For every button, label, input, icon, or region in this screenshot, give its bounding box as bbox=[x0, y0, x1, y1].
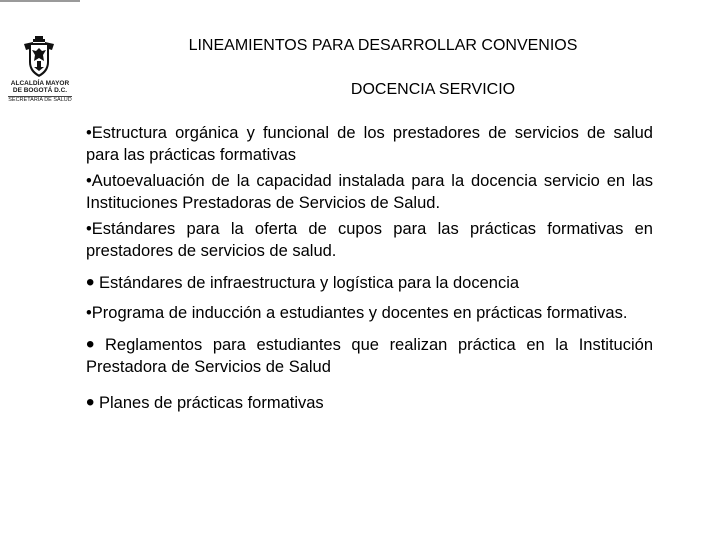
bullet-text: Estructura orgánica y funcional de los prestadores de servicios de salud para las prácticas formativas bbox=[86, 124, 653, 164]
bullet-text: Reglamentos para estudiantes que realizan práctica en la Institución Prestadora de Servicios de Salud bbox=[86, 336, 653, 376]
logo-text-line3: SECRETARÍA DE SALUD bbox=[8, 97, 72, 103]
bullet-marker: • bbox=[86, 389, 95, 416]
bullet-text: Planes de prácticas formativas bbox=[94, 394, 324, 412]
list-item bbox=[86, 122, 653, 166]
bullet-list bbox=[86, 122, 653, 416]
bullet-text: Programa de inducción a estudiantes y docentes en prácticas formativas. bbox=[91, 304, 628, 322]
page-title: LINEAMIENTOS PARA DESARROLLAR CONVENIOS bbox=[188, 37, 578, 54]
bullet-marker: • bbox=[86, 304, 92, 322]
list-item bbox=[86, 331, 653, 378]
bullet-text: Estándares para la oferta de cupos para las prácticas formativas en prestadores de servicios de salud. bbox=[86, 220, 653, 260]
top-divider bbox=[0, 0, 80, 2]
bullet-marker: • bbox=[86, 331, 95, 358]
list-item bbox=[86, 269, 653, 296]
bullet-marker: • bbox=[86, 172, 92, 190]
list-item bbox=[86, 170, 653, 214]
alcaldia-logo bbox=[8, 36, 72, 108]
list-item bbox=[86, 302, 653, 324]
bullet-marker: • bbox=[86, 220, 92, 238]
bullet-marker: • bbox=[86, 269, 95, 296]
page-subtitle: DOCENCIA SERVICIO bbox=[350, 81, 516, 98]
list-item bbox=[86, 389, 653, 416]
bullet-marker: • bbox=[86, 124, 92, 142]
logo-text-line1: ALCALDÍA MAYOR bbox=[10, 80, 70, 87]
bullet-text: Autoevaluación de la capacidad instalada para la docencia servicio en las Instituciones Prestadoras de Servicios de Salud. bbox=[86, 172, 653, 212]
list-item bbox=[86, 218, 653, 262]
logo-text-line2: DE BOGOTÁ D.C. bbox=[12, 87, 68, 94]
bogota-coat-of-arms-icon bbox=[22, 36, 56, 78]
bullet-text: Estándares de infraestructura y logística para la docencia bbox=[94, 274, 520, 292]
